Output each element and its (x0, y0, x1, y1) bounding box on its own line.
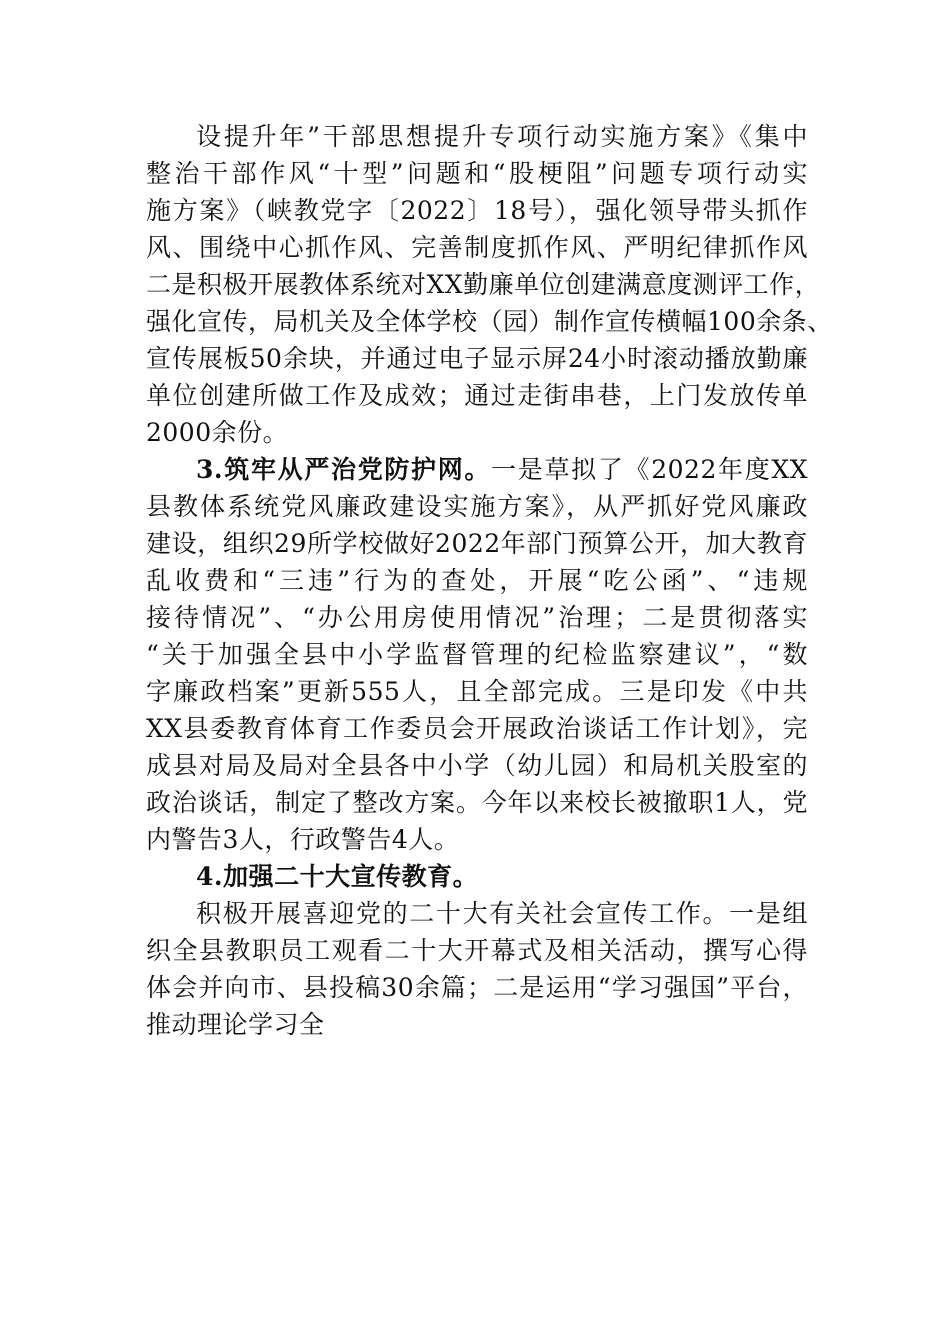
text-line: 政治谈话，制定了整改方案。今年以来校长被撤职1人，党 (146, 788, 808, 817)
paragraph-3 (146, 858, 808, 895)
text-line: “关于加强全县中小学监督管理的纪检监察建议”，“数 (146, 640, 808, 669)
text-line: 积极开展喜迎党的二十大有关社会宣传工作。一是组 (196, 899, 808, 928)
text-line: 设提升年”干部思想提升专项行动实施方案》《集中 (196, 122, 808, 151)
paragraph-1 (146, 118, 833, 451)
text-line: XX县委教育体育工作委员会开展政治谈话工作计划》，完 (146, 714, 808, 743)
text-line: 体会并向市、县投稿30余篇；二是运用“学习强国”平台， (146, 973, 808, 1002)
text-line: 字廉政档案”更新555人，且全部完成。三是印发《中共 (146, 677, 808, 706)
section-heading: 3.筑牢从严治党防护网。 (196, 455, 492, 484)
text-line: 强化宣传，局机关及全体学校（园）制作宣传横幅100余条、 (146, 307, 833, 336)
document-body (146, 118, 833, 1043)
paragraph-2 (146, 451, 808, 858)
text-line: 推动理论学习全 (146, 1010, 325, 1039)
text-line: 二是积极开展教体系统对XX勤廉单位创建满意度测评工作， (146, 270, 821, 299)
text-line (146, 451, 808, 488)
text-line: 2000余份。 (146, 418, 289, 447)
paragraph-4 (146, 895, 808, 1043)
text-line: 宣传展板50余块，并通过电子显示屏24小时滚动播放勤廉 (146, 344, 808, 373)
section-heading: 4.加强二十大宣传教育。 (196, 862, 479, 891)
text-line: 县教体系统党风廉政建设实施方案》，从严抓好党风廉政 (146, 492, 808, 521)
text-line: 整治干部作风“十型”问题和“股梗阻”问题专项行动实 (146, 159, 808, 188)
text-line: 织全县教职员工观看二十大开幕式及相关活动，撰写心得 (146, 936, 808, 965)
text-line: 接待情况”、“办公用房使用情况”治理；二是贯彻落实 (146, 603, 808, 632)
text-line: 内警告3人，行政警告4人。 (146, 825, 460, 854)
text-line: 施方案》（峡教党字〔2022〕18号），强化领导带头抓作 (146, 196, 808, 225)
text-line: 建设，组织29所学校做好2022年部门预算公开，加大教育 (146, 529, 808, 558)
text-run: 一是草拟了《2022年度XX (491, 455, 808, 484)
text-line: 风、围绕中心抓作风、完善制度抓作风、严明纪律抓作风 (146, 233, 808, 262)
text-line: 单位创建所做工作及成效；通过走街串巷，上门发放传单 (146, 381, 808, 410)
text-line: 乱收费和“三违”行为的查处，开展“吃公函”、“违规 (146, 566, 808, 595)
text-line: 成县对局及局对全县各中小学（幼儿园）和局机关股室的 (146, 751, 808, 780)
